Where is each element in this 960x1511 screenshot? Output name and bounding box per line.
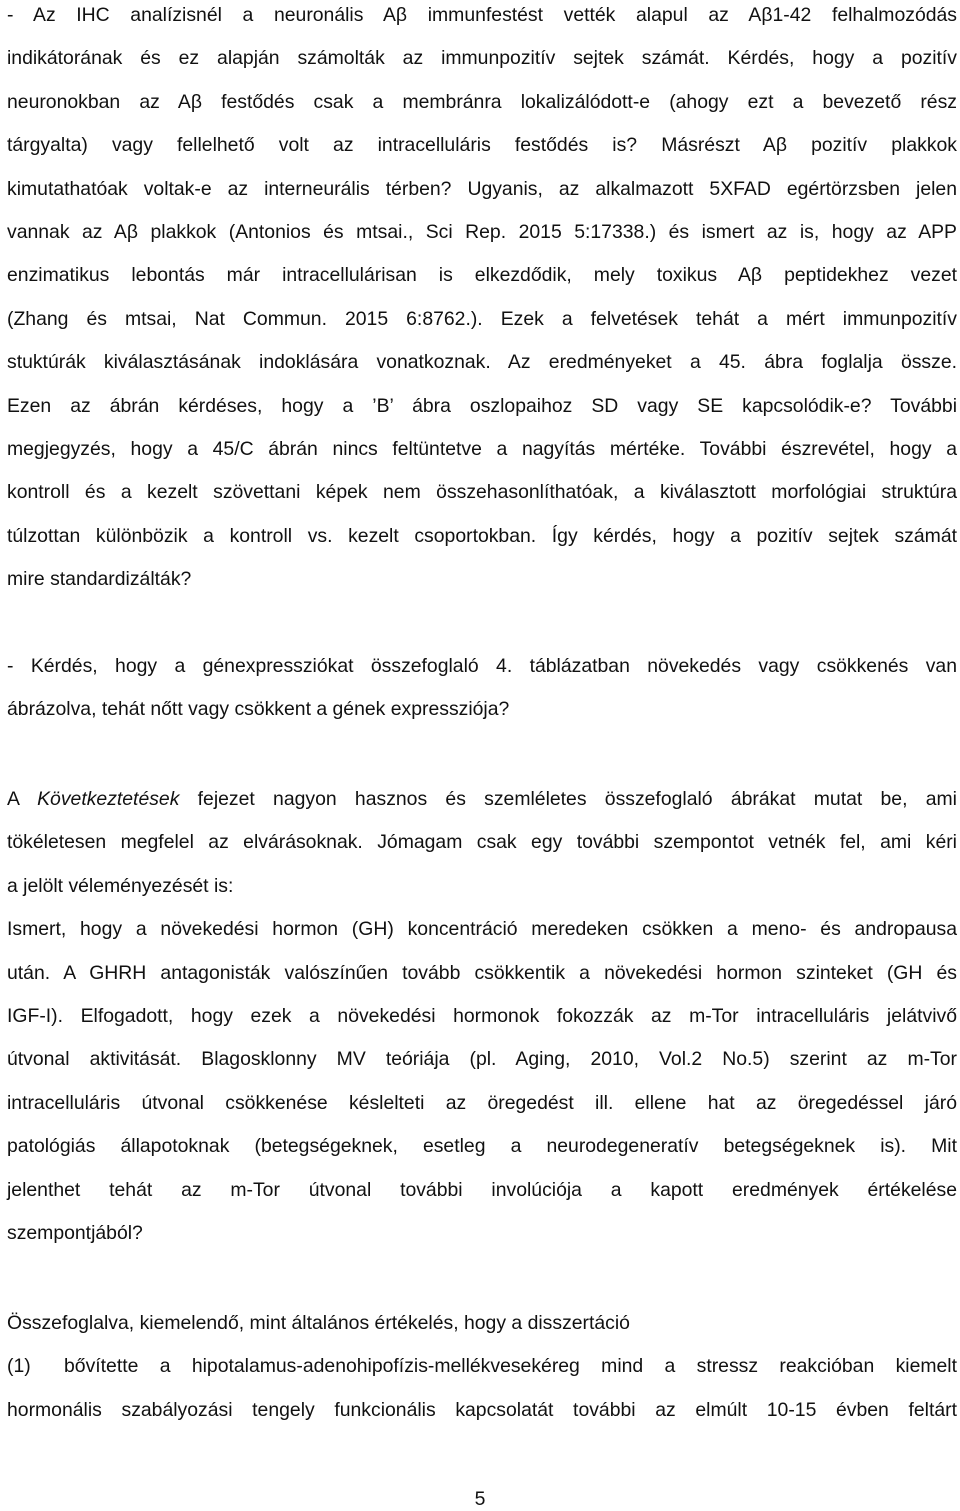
paragraph-summary — [7, 1308, 957, 1438]
text-line: neuronokban az Aβ festődés csak a membránra lokalizálódott-e (ahogy ezt a bevezető rész — [7, 90, 957, 113]
text-line: megjegyzés, hogy a 45/C ábrán nincs feltüntetve a nagyítás mértéke. További észrevétel, hogy a — [7, 437, 957, 460]
text-run: A — [7, 788, 38, 810]
text-line: IGF-I). Elfogadott, hogy ezek a növekedési hormonok fokozzák az m-Tor intracelluláris jelátvivő — [7, 1004, 957, 1027]
text-line: - Az IHC analízisnél a neuronális Aβ immunfestést vették alapul az Aβ1-42 felhalmozódás — [7, 4, 957, 26]
text-line: túlzottan különbözik a kontroll vs. kezelt csoportokban. Így kérdés, hogy a pozitív sejtek számát — [7, 524, 957, 547]
paragraph-ihc-analysis — [7, 0, 957, 607]
text-line: tárgyalta) vagy fellelhető volt az intracelluláris festődés is? Másrészt Aβ pozitív plakkok — [7, 134, 957, 157]
text-line: hormonális szabályozási tengely funkcionális kapcsolatát további az elmúlt 10-15 évben feltárt — [7, 1398, 957, 1421]
text-line: intracelluláris útvonal csökkenése késlelteti az öregedést ill. ellene hat az öregedéssel járó — [7, 1091, 957, 1114]
text-run: fejezet nagyon hasznos és szemléletes összefoglaló ábrákat mutat be, ami — [179, 788, 957, 810]
text-line: kontroll és a kezelt szövettani képek nem összehasonlíthatóak, a kiválasztott morfológiai struktúra — [7, 481, 957, 504]
text-line: jelenthet tehát az m-Tor útvonal további involúciója a kapott eredmények értékelése — [7, 1178, 957, 1201]
text-line: szempontjából? — [7, 1221, 143, 1244]
page-number: 5 — [474, 1488, 486, 1510]
text-line: Ismert, hogy a növekedési hormon (GH) koncentráció meredeken csökken a meno- és andropausa — [7, 918, 957, 941]
text-line: - Kérdés, hogy a génexpressziókat összefoglaló 4. táblázatban növekedés vagy csökkenés van — [7, 655, 957, 677]
text-line: stuktúrák kiválasztásának indoklására vonatkoznak. Az eredményeket a 45. ábra foglalja össze. — [7, 351, 957, 374]
text-line: patológiás állapotoknak (betegségeknek, esetleg a neurodegeneratív betegségeknek is). Mit — [7, 1135, 957, 1158]
text-line: indikátorának és ez alapján számolták az immunpozitív sejtek számát. Kérdés, hogy a pozitív — [7, 47, 957, 70]
item-text: bővítette a hipotalamus-adenohipofízis-mellékvesekéreg mind a stressz reakcióban kiemelt — [64, 1355, 957, 1378]
paragraph-gene-expression-question — [7, 651, 957, 738]
text-line: ábrázolva, tehát nőtt vagy csökkent a gének expressziója? — [7, 698, 510, 721]
text-line — [7, 784, 957, 827]
italic-chapter-title: Következtetések — [37, 788, 180, 810]
text-line: (Zhang és mtsai, Nat Commun. 2015 6:8762.). Ezek a felvetések tehát a mért immunpozitív — [7, 307, 957, 330]
text-line: Ezen az ábrán kérdéses, hogy a ’B’ ábra oszlopaihoz SD vagy SE kapcsolódik-e? További — [7, 394, 957, 417]
enumerated-item — [7, 1351, 957, 1394]
text-line: a jelölt véleményezését is: — [7, 874, 234, 897]
text-line: útvonal aktivitását. Blagosklonny MV teóriája (pl. Aging, 2010, Vol.2 No.5) szerint az m-Tor — [7, 1048, 957, 1071]
text-line: mire standardizálták? — [7, 568, 192, 591]
text-line: tökéletesen megfelel az elvárásoknak. Jómagam csak egy további szempontot vetnék fel, ami kéri — [7, 831, 957, 854]
text-line: enzimatikus lebontás már intracellulárisan is elkezdődik, mely toxikus Aβ peptidekhez vezet — [7, 264, 957, 287]
text-line: kimutathatóak voltak-e az interneurális térben? Ugyanis, az alkalmazott 5XFAD egértörzsben jelen — [7, 177, 957, 200]
paragraph-conclusions-comment — [7, 784, 957, 1261]
summary-heading: Összefoglalva, kiemelendő, mint általános értékelés, hogy a disszertáció — [7, 1312, 630, 1334]
item-marker: (1) — [7, 1355, 31, 1378]
text-line: vannak az Aβ plakkok (Antonios és mtsai., Sci Rep. 2015 5:17338.) és ismert az is, hogy az APP — [7, 220, 957, 243]
text-line: után. A GHRH antagonisták valószínűen tovább csökkentik a növekedési hormon szinteket (GH és — [7, 961, 957, 984]
